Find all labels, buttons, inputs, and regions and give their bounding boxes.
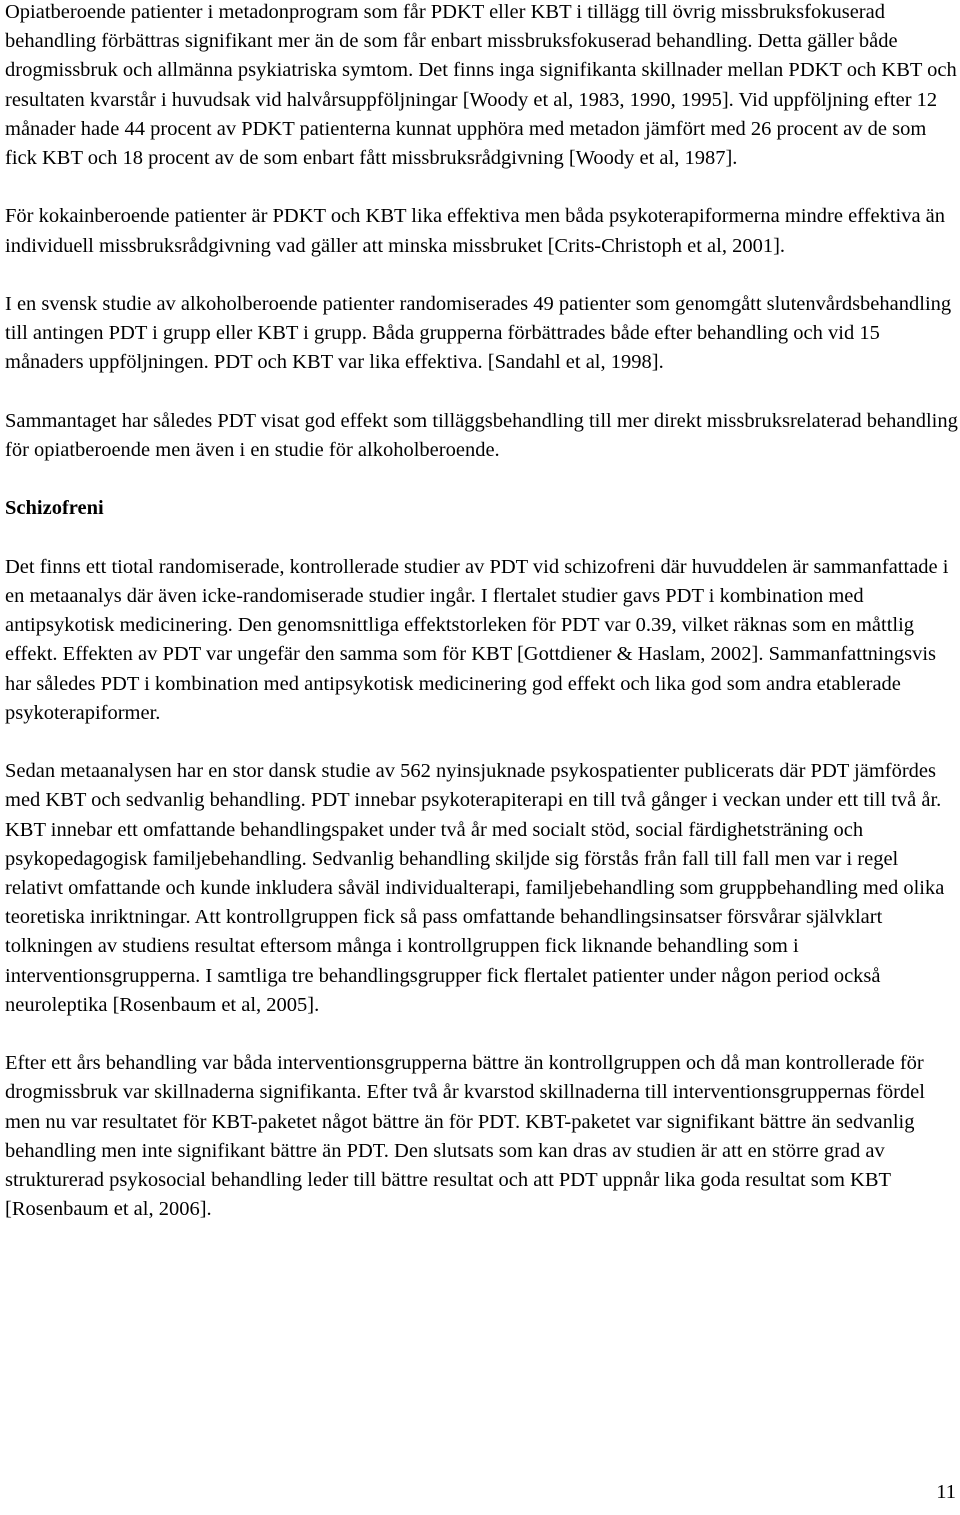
paragraph-opiate-dependence: Opiatberoende patienter i metadonprogram som får PDKT eller KBT i tillägg till övrig missbruksfokuserad behandling förbättras signifikant mer än de som får enbart missbruksfokuserad behandling. Detta gäller både drogmissbruk och allmänna psykiatriska symtom. Det finns inga signifikanta skillnader mellan PDKT och KBT och resultaten kvarstår i huvudsak vid halvårsuppföljningar [Woody et al, 1983, 1990, 1995]. Vid uppföljning efter 12 månader hade 44 procent av PDKT patienterna kunnat upphöra med metadon jämfört med 26 procent av de som fick KBT och 18 procent av de som enbart fått missbruksrådgivning [Woody et al, 1987]. [5, 1, 957, 170]
paragraph-danish-study: Sedan metaanalysen har en stor dansk studie av 562 nyinsjuknade psykospatienter publicerats där PDT jämfördes med KBT och sedvanlig behandling. PDT innebar psykoterapiterapi en till två gånger i veckan under ett till två år. KBT innebar ett omfattande behandlingspaket under två år med socialt stöd, social färdighetsträning och psykopedagogisk familjebehandling. Sedvanlig behandling skiljde sig förstås från fall till fall men var i regel relativt omfattande och kunde inkludera såväl individualterapi, familjebehandling som gruppbehandling med olika teoretiska inriktningar. Att kontrollgruppen fick så pass omfattande behandlingsinsatser försvårar självklart tolkningen av studiens resultat eftersom många i kontrollgruppen fick liknande behandling som i interventionsgrupperna. I samtliga tre behandlingsgrupper fick flertalet patienter under någon period också neuroleptika [Rosenbaum et al, 2005]. [5, 760, 945, 1016]
paragraph-study-results: Efter ett års behandling var båda interventionsgrupperna bättre än kontrollgruppen och då man kontrollerade för drogmissbruk var skillnaderna signifikanta. Efter två år kvarstod skillnaderna till interventionsgruppernas fördel men nu var resultatet för KBT-paketet något bättre än för PDT. KBT-paketet var signifikant bättre än sedvanlig behandling men inte signifikant bättre än PDT. Den slutsats som kan dras av studien är att en större grad av strukturerad psykosocial behandling leder till bättre resultat och att PDT uppnår lika goda resultat som KBT [Rosenbaum et al, 2006]. [5, 1052, 925, 1221]
paragraph-summary: Sammantaget har således PDT visat god effekt som tilläggsbehandling till mer direkt missbruksrelaterad behandling för opiatberoende men även i en studie för alkoholberoende. [5, 409, 958, 461]
paragraph-schizophrenia-metaanalysis: Det finns ett tiotal randomiserade, kontrollerade studier av PDT vid schizofreni där huvuddelen är sammanfattade i en metaanalys där även icke-randomiserade studier ingår. I flertalet studier gavs PDT i kombination med antipsykotisk medicinering. Den genomsnittliga effektstorleken för PDT var 0.39, vilket räknas som en måttlig effekt. Effekten av PDT var ungefär den samma som för KBT [Gottdiener & Haslam, 2002]. Sammanfattningsvis har således PDT i kombination med antipsykotisk medicinering god effekt och lika god som andra etablerade psykoterapiformer. [5, 555, 949, 724]
paragraph-cocaine-dependence: För kokainberoende patienter är PDKT och KBT lika effektiva men båda psykoterapiformerna mindre effektiva än individuell missbruksrådgivning vad gäller att minska missbruket [Crits-Christoph et al, 2001]. [5, 205, 946, 257]
section-heading-schizofreni: Schizofreni [5, 497, 104, 520]
page-number: 11 [936, 1481, 956, 1503]
document-body [5, 0, 959, 1254]
paragraph-alcohol-study: I en svensk studie av alkoholberoende patienter randomiserades 49 patienter som genomgått slutenvårdsbehandling till antingen PDT i grupp eller KBT i grupp. Båda grupperna förbättrades både efter behandling och vid 15 månaders uppföljningen. PDT och KBT var lika effektiva. [Sandahl et al, 1998]. [5, 293, 952, 374]
